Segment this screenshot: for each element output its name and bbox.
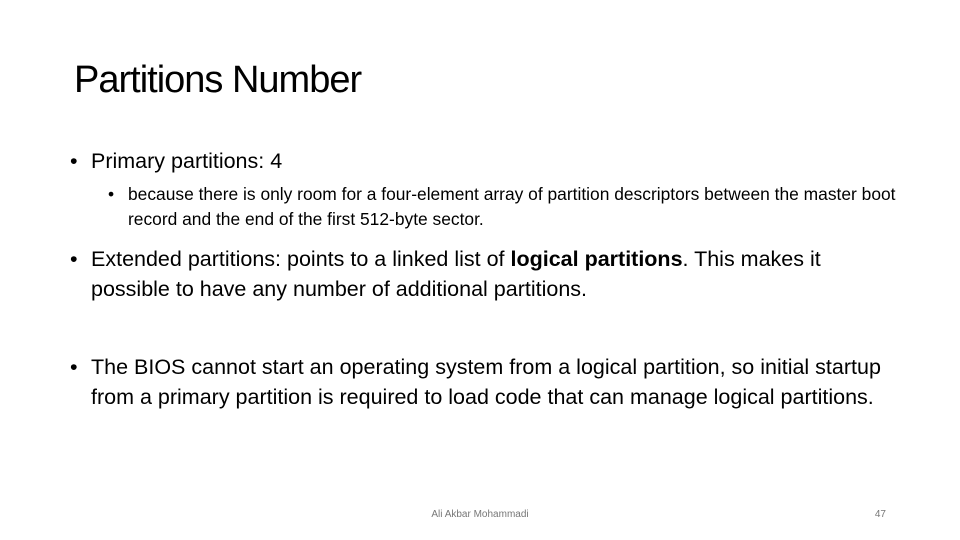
bullet-text-after: . This makes it possible to have any number of additional partitions. <box>91 247 821 301</box>
bullet-bios-logical-partition <box>70 352 900 412</box>
footer-author: Ali Akbar Mohammadi <box>431 509 529 520</box>
bullet-bold-term: logical partitions <box>510 247 683 271</box>
sub-bullet-marker: • <box>108 184 115 204</box>
footer-page-number: 47 <box>874 509 886 520</box>
slide-content <box>70 146 900 412</box>
bullet-text: The BIOS cannot start an operating system from a logical partition, so initial startup from a primary partition is required to load code that can manage logical partitions. <box>91 355 881 409</box>
bullet-marker: • <box>70 355 78 379</box>
bullet-extended-partitions <box>70 244 900 304</box>
bullet-text-before: Extended partitions: points to a linked list of <box>91 247 511 271</box>
sub-bullet-descriptor-array <box>108 182 900 232</box>
bullet-marker: • <box>70 247 78 271</box>
bullet-text: Primary partitions: 4 <box>91 149 283 173</box>
bullet-primary-partitions <box>70 146 900 176</box>
sub-bullet-text: because there is only room for a four-element array of partition descriptors between the master boot record and the end of the first 512-byte sector. <box>128 184 896 229</box>
slide-title: Partitions Number <box>74 59 362 101</box>
bullet-marker: • <box>70 149 78 173</box>
